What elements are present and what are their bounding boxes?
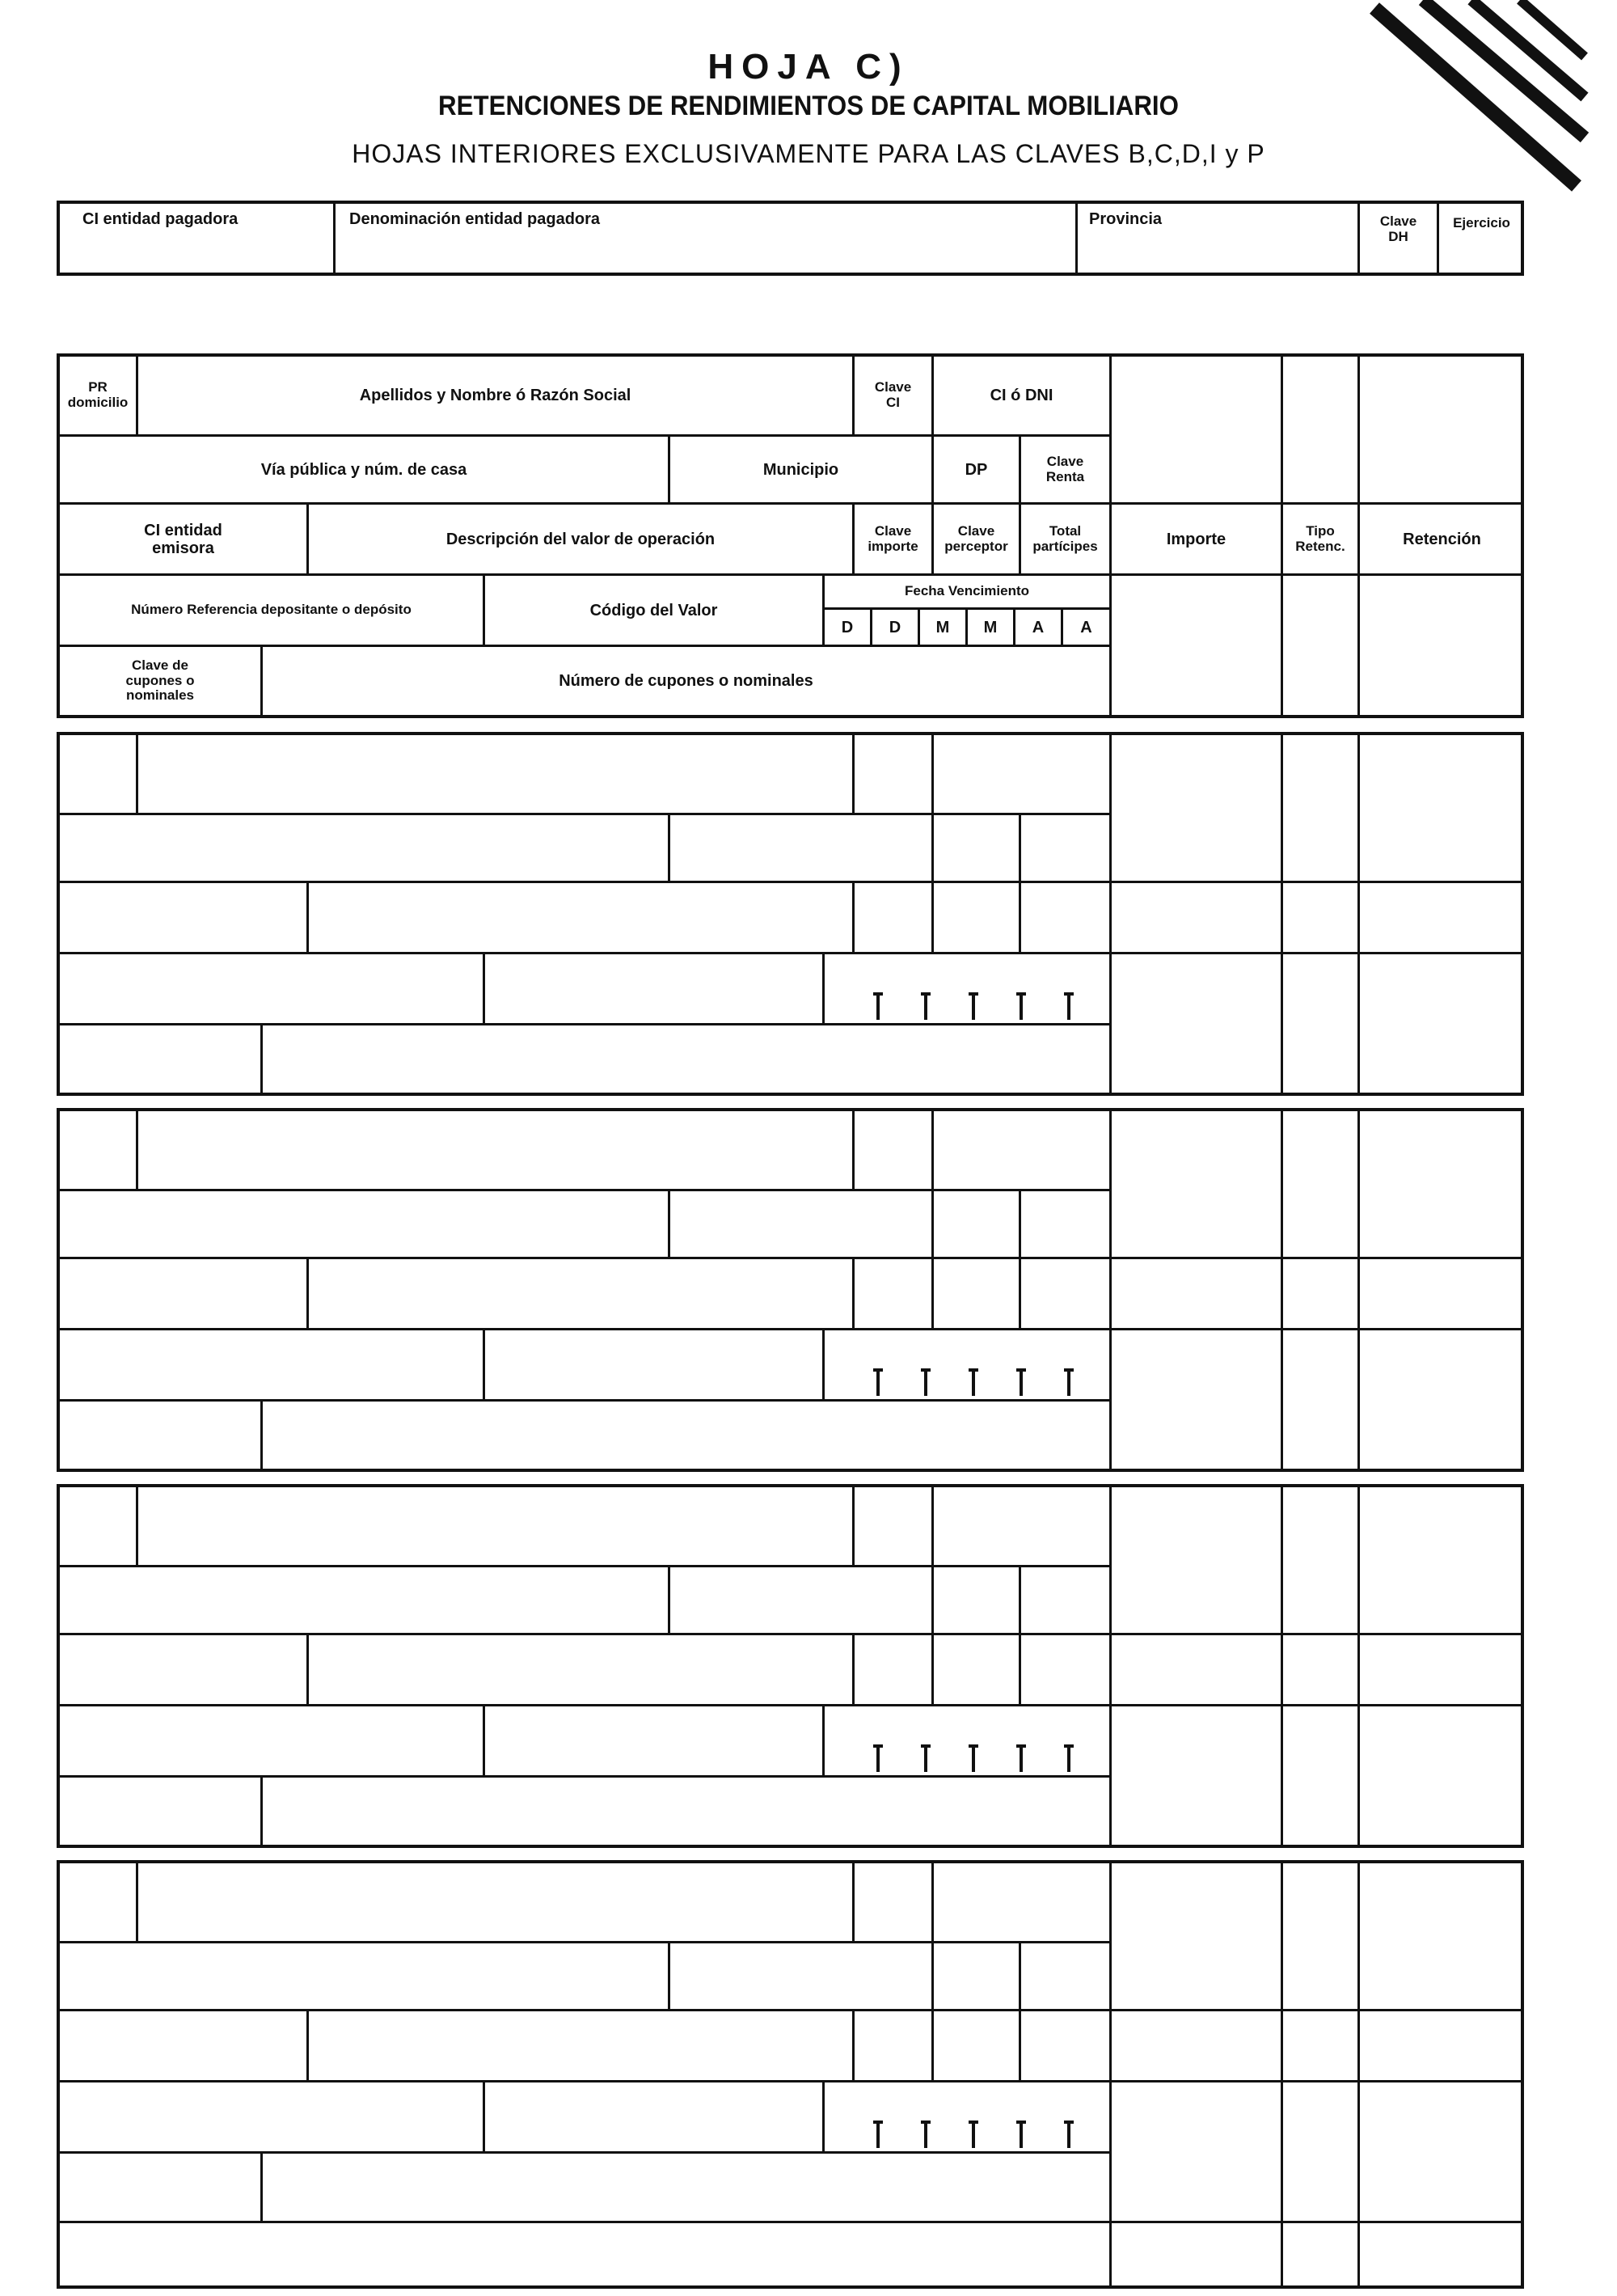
tipo-retenc-field[interactable] [1283, 1863, 1357, 2221]
fecha-vencimiento-field[interactable] [825, 1706, 1109, 1775]
num-referencia-field[interactable] [60, 1330, 483, 1399]
ci-dni-label: CI ó DNI [990, 387, 1053, 404]
entry-block [57, 1484, 1524, 1848]
ci-emisora-field[interactable] [60, 2011, 306, 2080]
dp-label: DP [965, 460, 988, 479]
clave-perceptor-label: Clave perceptor [944, 522, 1008, 554]
ci-emisora-field[interactable] [60, 1635, 306, 1704]
ci-emisora-field[interactable] [60, 883, 306, 952]
fecha-vencimiento-field[interactable] [825, 954, 1109, 1023]
clave-ci-field[interactable] [855, 1487, 931, 1565]
total-participes-field[interactable] [1021, 2011, 1109, 2080]
page-title: HOJA C) [707, 47, 910, 87]
municipio-field[interactable] [670, 1191, 931, 1257]
clave-cupones-field[interactable] [60, 1778, 260, 1845]
importe-label: Importe [1166, 530, 1226, 548]
apellidos-field[interactable] [138, 735, 852, 813]
clave-ci-field[interactable] [855, 735, 931, 813]
importe-field[interactable] [1112, 1111, 1281, 1469]
via-publica-label: Vía pública y núm. de casa [260, 460, 467, 479]
clave-renta-field[interactable] [1021, 1943, 1109, 2009]
numero-cupones-field[interactable] [263, 1778, 1109, 1845]
clave-renta-label: Clave Renta [1045, 453, 1085, 484]
retencion-field[interactable] [1360, 1111, 1524, 1469]
total-participes-field[interactable] [1021, 1635, 1109, 1704]
ci-emisora-field[interactable] [60, 1259, 306, 1328]
codigo-valor-label: Código del Valor [589, 601, 718, 619]
ejercicio-label: Ejercicio [1453, 214, 1510, 230]
retencion-label: Retención [1403, 530, 1481, 548]
clave-perceptor-field[interactable] [934, 1259, 1019, 1328]
provincia-field[interactable] [1078, 236, 1357, 273]
apellidos-field[interactable] [138, 1111, 852, 1189]
codigo-valor-field[interactable] [485, 1330, 822, 1399]
provincia-label: Provincia [1089, 210, 1163, 228]
divider-line [1109, 2221, 1524, 2223]
via-publica-field[interactable] [60, 1943, 668, 2009]
date-letter-d1: D [841, 618, 854, 636]
clave-importe-label: Clave importe [868, 522, 918, 554]
pr-domicilio-field[interactable] [60, 735, 136, 813]
clave-perceptor-field[interactable] [934, 883, 1019, 952]
denominacion-label: Denominación entidad pagadora [349, 210, 601, 228]
apellidos-field[interactable] [138, 1487, 852, 1565]
apellidos-field[interactable] [138, 1863, 852, 1941]
codigo-valor-field[interactable] [485, 954, 822, 1023]
date-letter-a2: A [1080, 618, 1092, 636]
municipio-field[interactable] [670, 1943, 931, 2009]
ci-entidad-pagadora-field[interactable] [60, 236, 333, 273]
clave-renta-field[interactable] [1021, 1191, 1109, 1257]
clave-importe-field[interactable] [855, 1635, 931, 1704]
clave-ci-field[interactable] [855, 1111, 931, 1189]
tipo-retenc-field[interactable] [1283, 735, 1357, 1093]
municipio-field[interactable] [670, 815, 931, 881]
page-note: HOJAS INTERIORES EXCLUSIVAMENTE PARA LAS CLAVES B,C,D,I y P [352, 139, 1265, 168]
legend-block [57, 353, 1524, 718]
retencion-field[interactable] [1360, 1487, 1524, 1845]
clave-importe-field[interactable] [855, 883, 931, 952]
page-subtitle: RETENCIONES DE RENDIMIENTOS DE CAPITAL MOBILIARIO [438, 91, 1179, 121]
ci-dni-field[interactable] [934, 1487, 1109, 1565]
descripcion-label: Descripción del valor de operación [445, 530, 716, 548]
numero-cupones-field[interactable] [263, 2154, 1109, 2221]
top-info-box [57, 201, 1524, 276]
dp-field[interactable] [934, 815, 1019, 881]
dp-field[interactable] [934, 1943, 1019, 2009]
via-publica-field[interactable] [60, 1191, 668, 1257]
clave-cupones-label: Clave de cupones o nominales [125, 657, 195, 704]
clave-perceptor-field[interactable] [934, 2011, 1019, 2080]
clave-cupones-field[interactable] [60, 1402, 260, 1469]
date-letter-m2: M [983, 618, 998, 636]
date-letter-a1: A [1032, 618, 1045, 636]
total-participes-label: Total partícipes [1032, 522, 1098, 554]
importe-field[interactable] [1112, 1863, 1281, 2221]
descripcion-field[interactable] [309, 883, 852, 952]
municipio-field[interactable] [670, 1567, 931, 1633]
ejercicio-field[interactable] [1439, 236, 1524, 273]
codigo-valor-field[interactable] [485, 2082, 822, 2151]
num-referencia-field[interactable] [60, 2082, 483, 2151]
ci-dni-field[interactable] [934, 1111, 1109, 1189]
date-letter-d2: D [889, 618, 901, 636]
total-participes-field[interactable] [1021, 1259, 1109, 1328]
tipo-retenc-field[interactable] [1283, 1111, 1357, 1469]
date-letter-m1: M [935, 618, 950, 636]
entry-block [57, 1860, 1524, 2289]
num-referencia-field[interactable] [60, 954, 483, 1023]
retencion-field[interactable] [1360, 1863, 1524, 2221]
dp-field[interactable] [934, 1191, 1019, 1257]
tipo-retenc-field[interactable] [1283, 1487, 1357, 1845]
municipio-label: Municipio [762, 460, 839, 479]
ci-dni-field[interactable] [934, 735, 1109, 813]
clave-perceptor-field[interactable] [934, 1635, 1019, 1704]
clave-importe-field[interactable] [855, 2011, 931, 2080]
codigo-valor-field[interactable] [485, 1706, 822, 1775]
divider-line [60, 2221, 1109, 2223]
pr-domicilio-field[interactable] [60, 1487, 136, 1565]
via-publica-field[interactable] [60, 1567, 668, 1633]
numero-cupones-label: Número de cupones o nominales [559, 672, 813, 690]
entry-block [57, 1108, 1524, 1472]
clave-renta-field[interactable] [1021, 1567, 1109, 1633]
clave-renta-field[interactable] [1021, 815, 1109, 881]
total-participes-field[interactable] [1021, 883, 1109, 952]
fecha-vencimiento-field[interactable] [825, 1330, 1109, 1399]
descripcion-field[interactable] [309, 1259, 852, 1328]
clave-ci-field[interactable] [855, 1863, 931, 1941]
pr-domicilio-field[interactable] [60, 1863, 136, 1941]
denominacion-field[interactable] [336, 236, 1075, 273]
pr-domicilio-field[interactable] [60, 1111, 136, 1189]
clave-cupones-field[interactable] [60, 1025, 260, 1093]
retencion-field[interactable] [1360, 735, 1524, 1093]
descripcion-field[interactable] [309, 2011, 852, 2080]
ci-dni-field[interactable] [934, 1863, 1109, 1941]
clave-importe-field[interactable] [855, 1259, 931, 1328]
pr-domicilio-label: PR domicilio [67, 379, 129, 410]
via-publica-field[interactable] [60, 815, 668, 881]
numero-cupones-field[interactable] [263, 1025, 1109, 1093]
clave-ci-label: Clave CI [874, 379, 912, 410]
importe-field[interactable] [1112, 735, 1281, 1093]
dp-field[interactable] [934, 1567, 1019, 1633]
fecha-vencimiento-label: Fecha Vencimiento [905, 583, 1029, 599]
fecha-vencimiento-field[interactable] [825, 2082, 1109, 2151]
clave-cupones-field[interactable] [60, 2154, 260, 2221]
apellidos-label: Apellidos y Nombre ó Razón Social [359, 387, 631, 404]
importe-field[interactable] [1112, 1487, 1281, 1845]
num-referencia-field[interactable] [60, 1706, 483, 1775]
clave-dh-label: Clave DH [1379, 214, 1417, 244]
tipo-retenc-label: Tipo Retenc. [1295, 522, 1345, 554]
ci-emisora-label: CI entidad emisora [144, 521, 222, 557]
ci-entidad-pagadora-label: CI entidad pagadora [82, 210, 239, 228]
clave-dh-field[interactable] [1360, 252, 1437, 273]
descripcion-field[interactable] [309, 1635, 852, 1704]
numero-cupones-field[interactable] [263, 1402, 1109, 1469]
entry-block [57, 732, 1524, 1096]
num-referencia-label: Número Referencia depositante o depósito [131, 602, 412, 618]
